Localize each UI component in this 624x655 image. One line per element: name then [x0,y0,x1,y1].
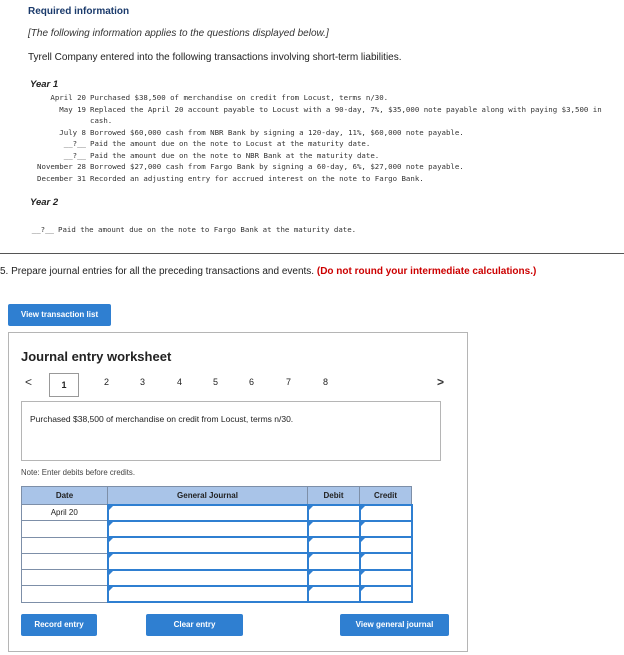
general-journal-input[interactable] [108,505,308,521]
journal-row [22,521,412,537]
column-header-date: Date [22,487,108,505]
column-header-debit: Debit [308,487,360,505]
debit-input[interactable] [308,586,360,602]
transaction-description: Purchased $38,500 of merchandise on credit from Locust, terms n/30. [30,414,294,424]
column-header-credit: Credit [360,487,412,505]
view-transaction-list-button[interactable]: View transaction list [8,304,111,326]
journal-row [22,586,412,602]
general-journal-input[interactable] [108,521,308,537]
debit-input[interactable] [308,505,360,521]
journal-row [22,553,412,569]
chevron-left-icon[interactable]: < [25,375,33,389]
chevron-right-icon[interactable]: > [437,375,445,389]
date-cell[interactable] [22,553,108,569]
credit-input[interactable] [360,521,412,537]
section-divider [0,253,624,254]
credit-input[interactable] [360,570,412,586]
entry-note: Note: Enter debits before credits. [21,468,135,477]
page-3-tab[interactable]: 3 [140,377,146,387]
record-entry-button[interactable]: Record entry [21,614,97,636]
transaction-desc: Borrowed $60,000 cash from NBR Bank by signing a 120-day, 11%, $60,000 note payable. [90,127,464,137]
transaction-row [24,150,620,162]
page-4-tab[interactable]: 4 [177,377,183,387]
transaction-desc: Paid the amount due on the note to NBR Bank at the maturity date. [90,150,380,160]
page-7-tab[interactable]: 7 [286,377,292,387]
debit-input[interactable] [308,553,360,569]
worksheet-title: Journal entry worksheet [21,349,172,364]
page-5-tab[interactable]: 5 [213,377,219,387]
transaction-desc: Recorded an adjusting entry for accrued interest on the note to Fargo Bank. [90,173,424,183]
credit-input[interactable] [360,553,412,569]
required-information-title: Required information [28,6,130,17]
debit-input[interactable] [308,521,360,537]
year-2-label: Year 2 [30,197,59,208]
transaction-date: July 8 [59,127,86,137]
page-6-tab[interactable]: 6 [249,377,255,387]
date-cell[interactable] [22,521,108,537]
question-text [0,266,536,277]
transaction-row [24,92,620,104]
date-cell[interactable]: April 20 [22,505,108,521]
transaction-desc: Paid the amount due on the note to Fargo Bank at the maturity date. [58,225,357,234]
clear-entry-button[interactable]: Clear entry [146,614,243,636]
transaction-desc: Paid the amount due on the note to Locust at the maturity date. [90,139,371,148]
page-8-tab[interactable]: 8 [323,377,329,387]
transaction-date: December 31 [37,173,86,183]
credit-input[interactable] [360,505,412,521]
column-header-general-journal: General Journal [108,487,308,505]
transaction-row [24,138,620,150]
credit-input[interactable] [360,537,412,553]
general-journal-input[interactable] [108,553,308,569]
journal-row [22,570,412,586]
transaction-date: May 19 [59,104,86,114]
question-emphasis: (Do not round your intermediate calculations.) [316,266,537,277]
question-prompt: 5. Prepare journal entries for all the preceding transactions and events. [0,266,317,277]
worksheet-pager [21,373,451,395]
transaction-desc: Replaced the April 20 account payable to Locust with a 90-day, 7%, $35,000 note payable along with paying $3,500 in cash. [90,104,602,125]
general-journal-input[interactable] [108,586,308,602]
info-note: [The following information applies to the questions displayed below.] [28,28,329,39]
year-2-transactions [24,224,588,236]
date-cell[interactable] [22,537,108,553]
date-cell[interactable] [22,586,108,602]
transaction-description-box [21,401,441,461]
transaction-row [24,127,620,139]
debit-input[interactable] [308,537,360,553]
intro-text: Tyrell Company entered into the following transactions involving short-term liabilities. [28,52,402,63]
debit-input[interactable] [308,570,360,586]
transaction-date: April 20 [50,93,86,102]
journal-row [22,505,412,521]
transaction-date: __?__ [63,139,86,148]
journal-grid [21,486,413,603]
general-journal-input[interactable] [108,570,308,586]
journal-entry-worksheet [8,332,468,652]
credit-input[interactable] [360,586,412,602]
transaction-row [24,224,588,236]
transaction-row [24,104,620,127]
transaction-desc: Purchased $38,500 of merchandise on credit from Locust, terms n/30. [90,93,389,102]
transaction-row [24,161,620,173]
year-1-label: Year 1 [30,79,59,90]
transaction-date: __?__ [63,150,86,160]
year-1-transactions [24,92,620,184]
transaction-desc: Borrowed $27,000 cash from Fargo Bank by signing a 60-day, 6%, $27,000 note payable. [90,162,464,171]
general-journal-input[interactable] [108,537,308,553]
transaction-date: __?__ [31,225,54,234]
date-cell[interactable] [22,570,108,586]
transaction-row [24,173,620,185]
transaction-date: November 28 [37,162,86,171]
view-general-journal-button[interactable]: View general journal [340,614,449,636]
page-1-tab[interactable]: 1 [49,373,79,397]
journal-row [22,537,412,553]
page-2-tab[interactable]: 2 [104,377,110,387]
